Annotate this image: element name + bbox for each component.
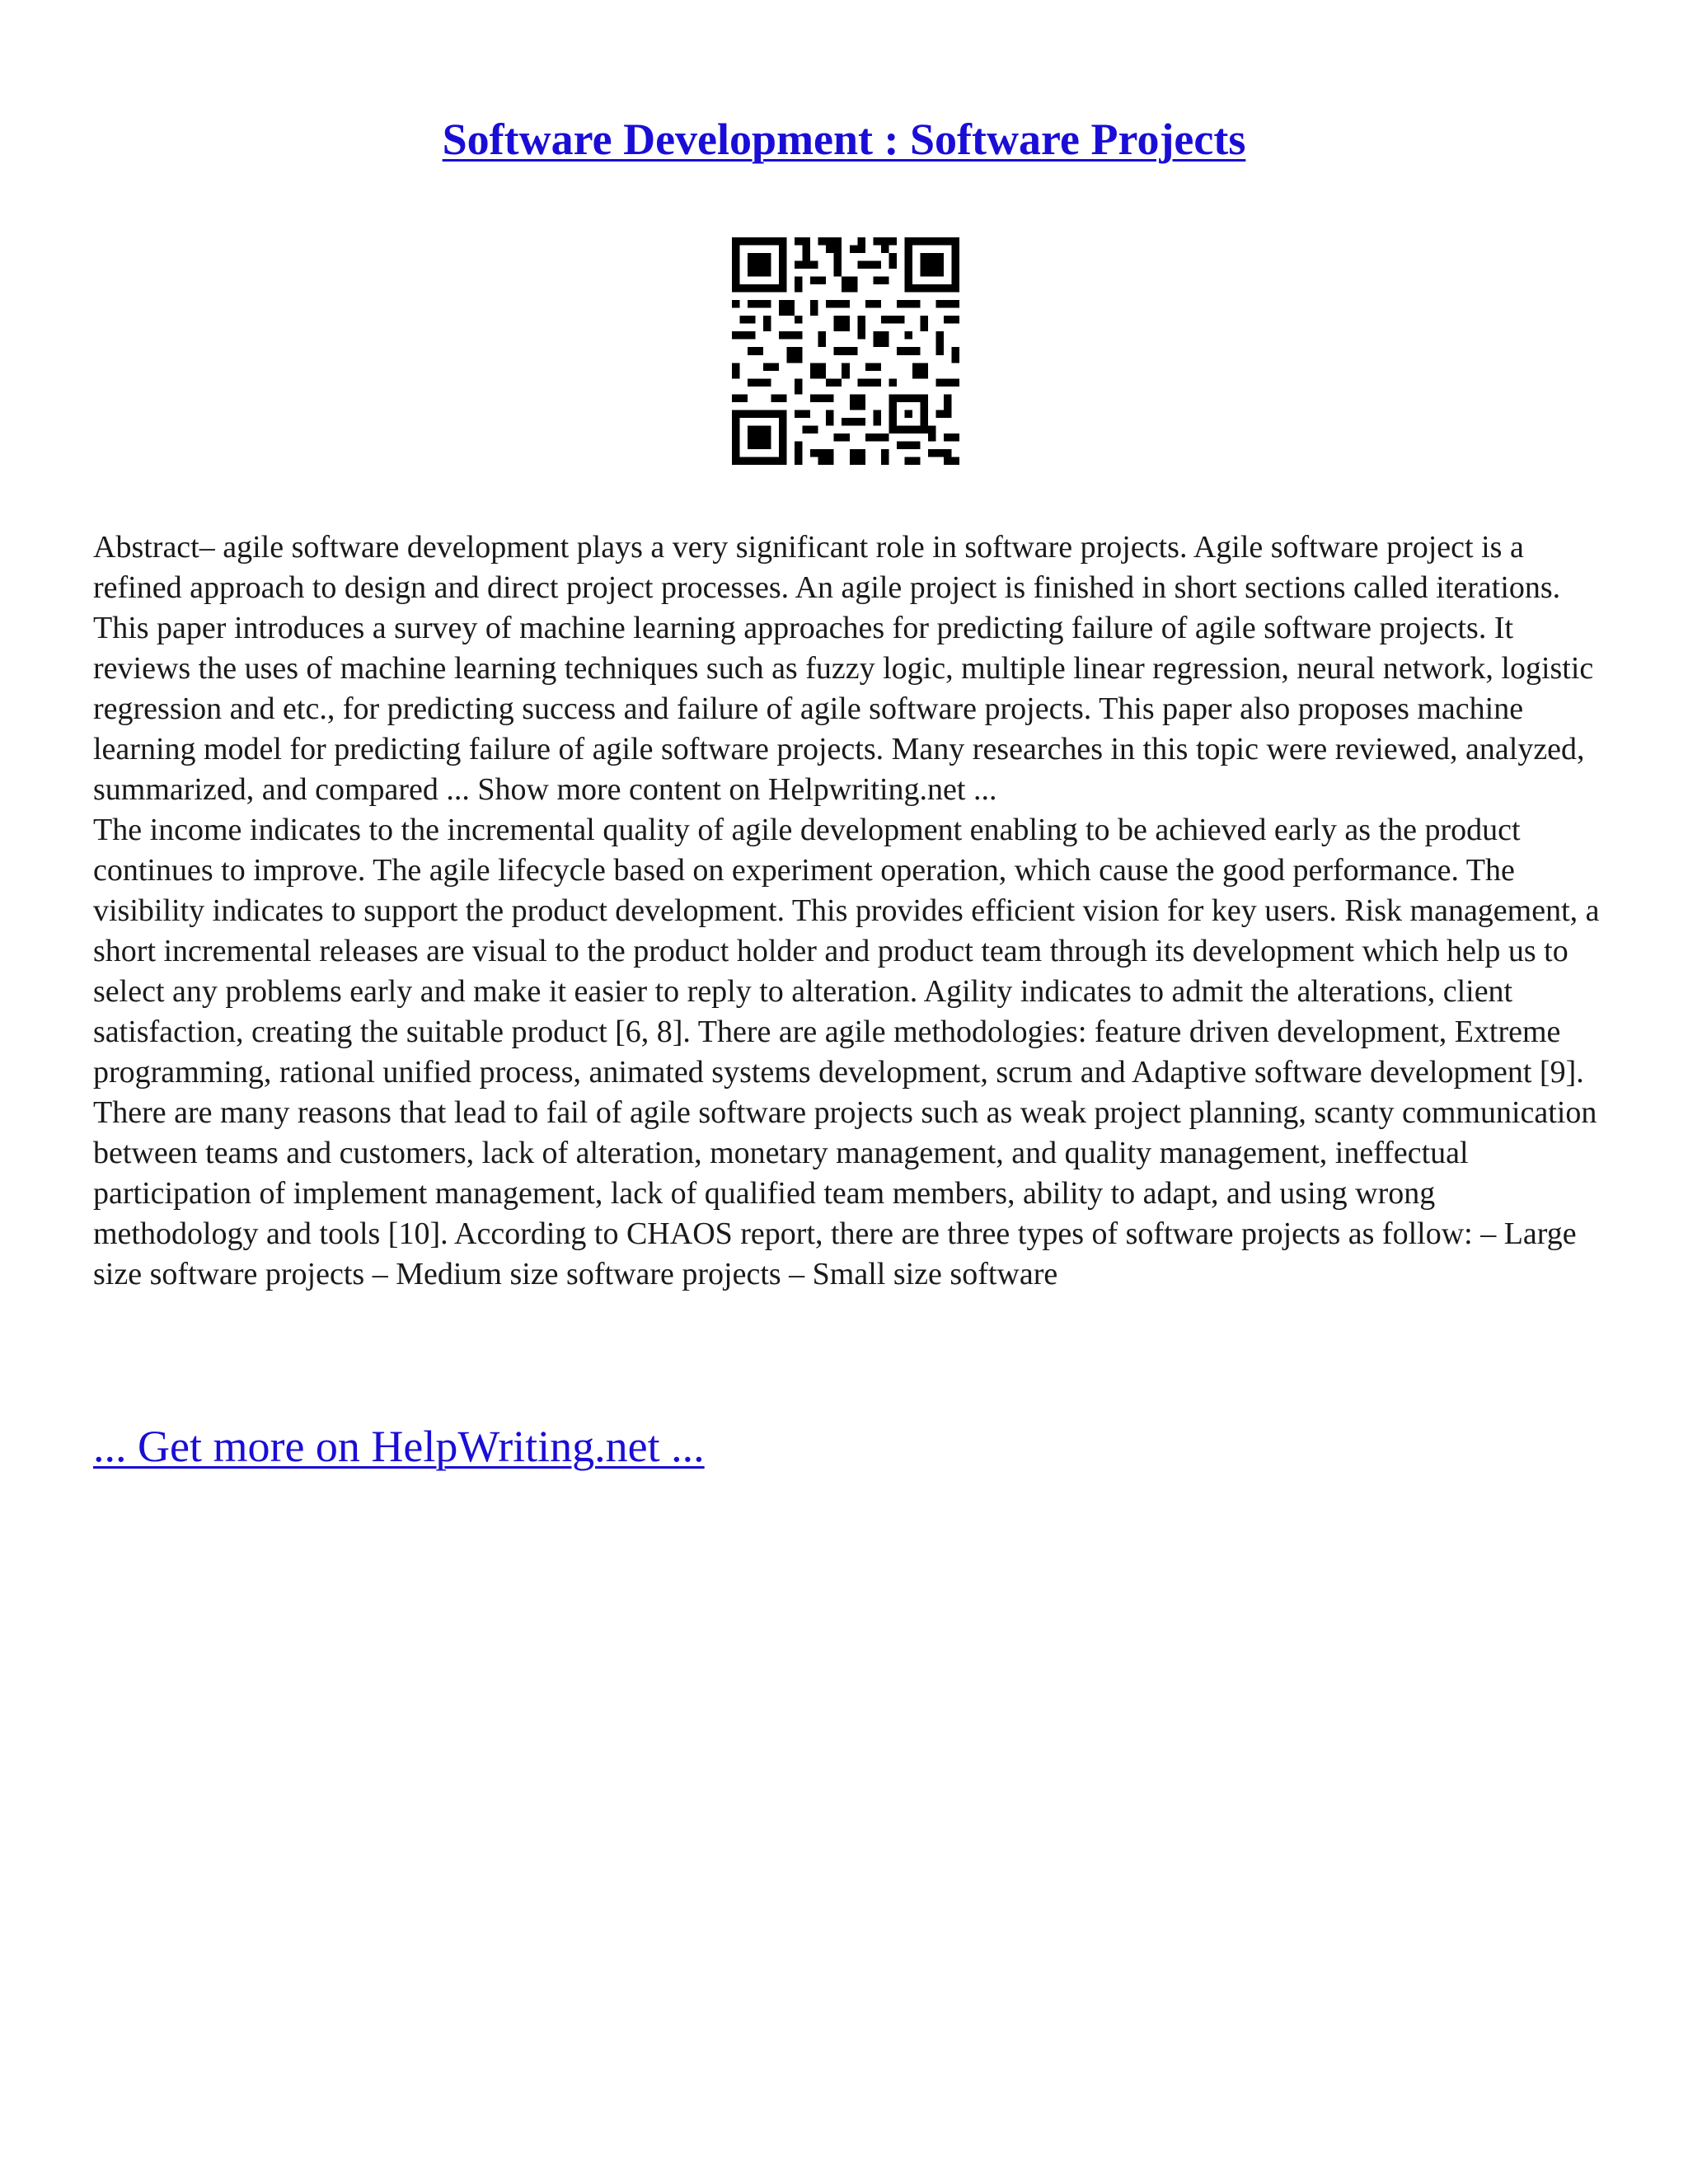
abstract-paragraph: Abstract– agile software development plays a very significant role in software projects. Agile software project is a refined approach to design and direct project processes. An agile project is finished in short sections called iterations. This paper introduces a survey of machine learning approaches for predicting failure of agile software projects. It reviews the uses of machine learning techniques such as fuzzy logic, multiple linear regression, neural network, logistic regression and etc., for predicting success and failure of agile software projects. This paper also proposes machine learning model for predicting failure of agile software projects. Many researches in this topic were reviewed, analyzed, summarized, and compared ... Show more content on Helpwriting.net ... — [93, 530, 1594, 807]
get-more-link-container — [93, 1419, 705, 1474]
get-more-link[interactable]: ... Get more on HelpWriting.net ... — [93, 1422, 705, 1471]
qr-code-icon — [732, 237, 959, 465]
body-paragraph: The income indicates to the incremental quality of agile development enabling to be achieved early as the product continues to improve. The agile lifecycle based on experiment operation, which cause the good performance. The visibility indicates to support the product development. This provides efficient vision for key users. Risk management, a short incremental releases are visual to the product holder and product team through its development which help us to select any problems early and make it easier to reply to alteration. Agility indicates to admit the alterations, client satisfaction, creating the suitable product [6, 8]. There are agile methodologies: feature driven development, Extreme programming, rational unified process, animated systems development, scrum and Adaptive software development [9]. There are many reasons that lead to fail of agile software projects such as weak project planning, scanty communication between teams and customers, lack of alteration, monetary management, and quality management, ineffectual participation of implement management, lack of qualified team members, ability to adapt, and using wrong methodology and tools [10]. According to CHAOS report, there are three types of software projects as follow: – Large size software projects – Medium size software projects – Small size software — [93, 813, 1600, 1291]
page-title — [0, 112, 1688, 166]
title-link[interactable]: Software Development : Software Projects — [442, 115, 1246, 164]
article-body — [93, 527, 1601, 1295]
